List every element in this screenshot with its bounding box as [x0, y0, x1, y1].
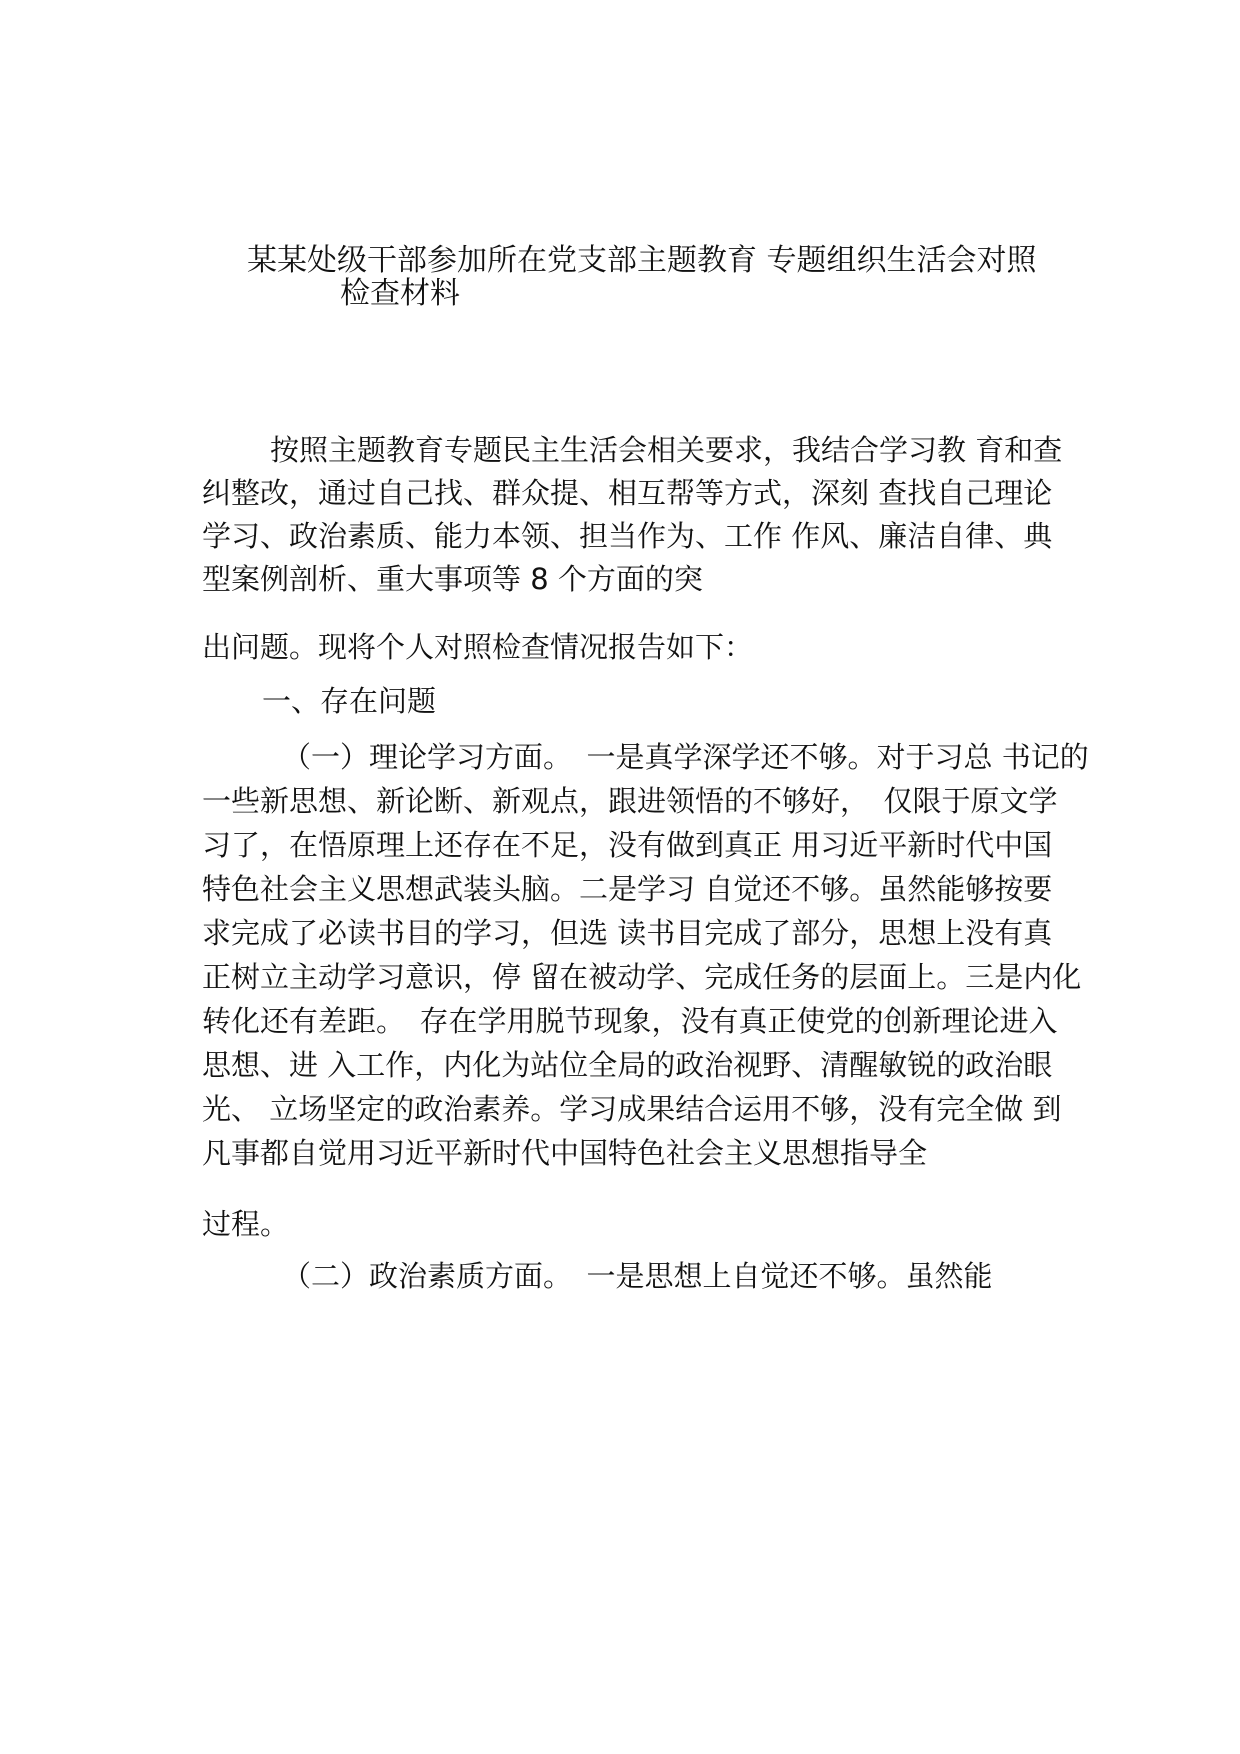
body-line: 正树立主动学习意识，停 留在被动学、完成任务的层面上。三是内化: [202, 960, 1082, 994]
body-line: 出问题。现将个人对照检查情况报告如下：: [202, 630, 754, 664]
body-line: 凡事都自觉用习近平新时代中国特色社会主义思想指导全: [202, 1136, 928, 1170]
subsection-paragraph: （二）政治素质方面。 一是思想上自觉还不够。虽然能: [282, 1259, 993, 1293]
body-line: 转化还有差距。 存在学用脱节现象，没有真正使党的创新理论进入: [202, 1004, 1058, 1038]
document-title-line-2: 检查材料: [340, 276, 460, 311]
body-line: 习了，在悟原理上还存在不足，没有做到真正 用习近平新时代中国: [202, 828, 1053, 862]
section-heading: 一、存在问题: [262, 684, 437, 718]
body-line: 特色社会主义思想武装头脑。二是学习 自觉还不够。虽然能够按要: [202, 872, 1053, 906]
body-line: 一些新思想、新论断、新观点，跟进领悟的不够好， 仅限于原文学: [202, 784, 1058, 818]
body-line: 过程。: [202, 1207, 290, 1241]
body-line: 学习、政治素质、能力本领、担当作为、工作 作风、廉洁自律、典: [202, 519, 1053, 553]
body-line: 光、 立场坚定的政治素养。学习成果结合运用不够，没有完全做 到: [202, 1092, 1062, 1126]
body-line: 求完成了必读书目的学习，但选 读书目完成了部分，思想上没有真: [202, 916, 1053, 950]
body-line: 纠整改，通过自己找、群众提、相互帮等方式，深刻 查找自己理论: [202, 476, 1053, 510]
document-title-line-1: 某某处级干部参加所在党支部主题教育 专题组织生活会对照: [247, 243, 1037, 278]
subsection-paragraph: （一）理论学习方面。 一是真学深学还不够。对于习总 书记的: [282, 740, 1089, 774]
body-line: 型案例剖析、重大事项等 8 个方面的突: [202, 562, 703, 596]
body-line: 思想、进 入工作，内化为站位全局的政治视野、清醒敏锐的政治眼: [202, 1048, 1053, 1082]
body-line: 按照主题教育专题民主生活会相关要求，我结合学习教 育和查: [270, 433, 1063, 467]
